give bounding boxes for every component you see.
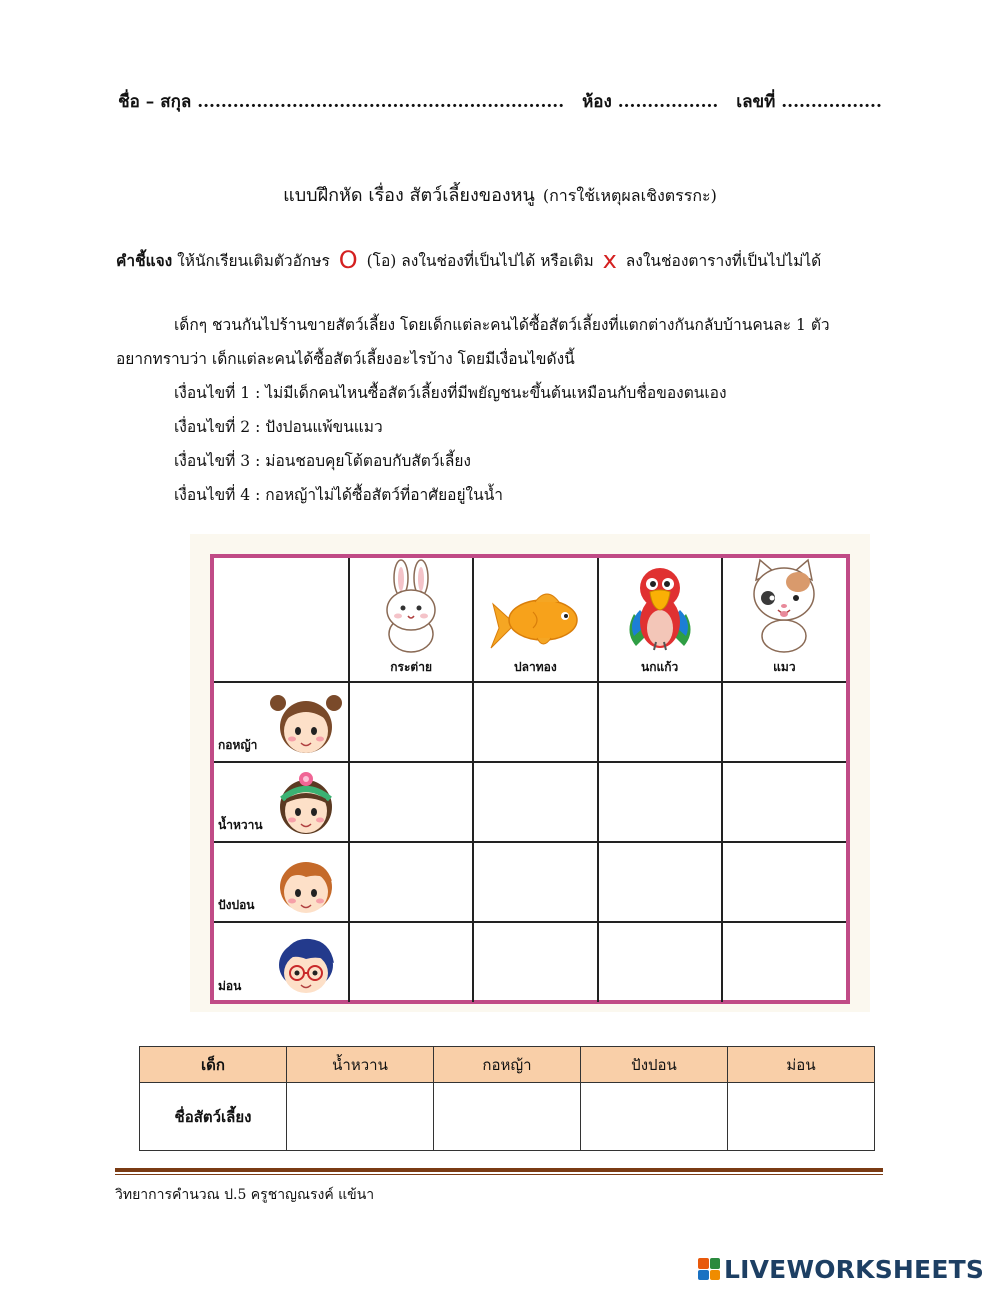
animal-header-cat xyxy=(722,558,846,682)
rabbit-icon xyxy=(376,558,446,654)
answer-header-namwan: น้ำหวาน xyxy=(287,1047,434,1083)
room-label: ห้อง ................. xyxy=(582,92,719,112)
girl-headband-icon xyxy=(270,769,342,837)
grid-cell-mon-parrot[interactable] xyxy=(598,922,722,1002)
answer-header-pangpon: ปังปอน xyxy=(581,1047,728,1083)
name-label: ชื่อ – สกุล .............................................................. xyxy=(118,92,565,112)
animal-label-goldfish: ปลาทอง xyxy=(514,660,557,674)
grid-cell-mon-goldfish[interactable] xyxy=(473,922,597,1002)
story-line-1: เด็กๆ ชวนกันไปร้านขายสัตว์เลี้ยง โดยเด็กแต่ละคนได้ซื้อสัตว์เลี้ยงที่แตกต่างกันกลับบ้านคนละ 1 ตัว xyxy=(174,316,830,334)
student-info-line xyxy=(0,88,1000,115)
grid-cell-pangpon-goldfish[interactable] xyxy=(473,842,597,922)
grid-cell-namwan-goldfish[interactable] xyxy=(473,762,597,842)
animal-header-rabbit xyxy=(349,558,473,682)
grid-cell-pangpon-rabbit[interactable] xyxy=(349,842,473,922)
story-text xyxy=(116,308,886,512)
grid-cell-koya-goldfish[interactable] xyxy=(473,682,597,762)
grid-cell-mon-cat[interactable] xyxy=(722,922,846,1002)
grid-cell-namwan-cat[interactable] xyxy=(722,762,846,842)
instructions-text-1: ให้นักเรียนเติมตัวอักษร xyxy=(177,252,330,270)
footer-divider-thin xyxy=(115,1174,883,1175)
number-label: เลขที่ ................. xyxy=(736,92,882,112)
instructions-label: คำชี้แจง xyxy=(116,251,173,270)
grid-cell-namwan-rabbit[interactable] xyxy=(349,762,473,842)
answer-cell-pangpon[interactable] xyxy=(581,1083,728,1151)
cat-icon xyxy=(744,558,824,654)
animal-label-rabbit: กระต่าย xyxy=(390,660,432,674)
answer-cell-koya[interactable] xyxy=(434,1083,581,1151)
kid-header-koya xyxy=(214,682,349,762)
liveworksheets-logo-icon xyxy=(698,1258,720,1280)
grid-cell-koya-parrot[interactable] xyxy=(598,682,722,762)
answer-header-koya: กอหญ้า xyxy=(434,1047,581,1083)
answer-cell-mon[interactable] xyxy=(728,1083,875,1151)
parrot-icon xyxy=(620,562,700,654)
answer-header-kid: เด็ก xyxy=(140,1047,287,1083)
condition-2: เงื่อนไขที่ 2 : ปังปอนแพ้ขนแมว xyxy=(174,418,383,436)
answer-row-label: ชื่อสัตว์เลี้ยง xyxy=(140,1083,287,1151)
kid-label-namwan: น้ำหวาน xyxy=(218,818,263,832)
mark-o: O xyxy=(338,246,358,274)
title-main: แบบฝึกหัด เรื่อง สัตว์เลี้ยงของหนู xyxy=(283,185,535,206)
grid-cell-pangpon-parrot[interactable] xyxy=(598,842,722,922)
answer-header-mon: ม่อน xyxy=(728,1047,875,1083)
title-sub: (การใช้เหตุผลเชิงตรรกะ) xyxy=(542,186,717,205)
condition-4: เงื่อนไขที่ 4 : กอหญ้าไม่ได้ซื้อสัตว์ที่อาศัยอยู่ในน้ำ xyxy=(174,486,504,504)
answer-table-header-row xyxy=(140,1047,875,1083)
kid-label-koya: กอหญ้า xyxy=(218,738,258,752)
footer-divider xyxy=(115,1168,883,1172)
grid-cell-koya-rabbit[interactable] xyxy=(349,682,473,762)
grid-cell-mon-rabbit[interactable] xyxy=(349,922,473,1002)
brand-name: LIVEWORKSHEETS xyxy=(724,1254,985,1284)
condition-3: เงื่อนไขที่ 3 : ม่อนชอบคุยโต้ตอบกับสัตว์เลี้ยง xyxy=(174,452,471,470)
kid-header-mon xyxy=(214,922,349,1002)
animal-label-parrot: นกแก้ว xyxy=(641,660,679,674)
logic-grid xyxy=(210,554,850,1004)
story-line-2: อยากทราบว่า เด็กแต่ละคนได้ซื้อสัตว์เลี้ยงอะไรบ้าง โดยมีเงื่อนไขดังนี้ xyxy=(116,350,575,368)
answer-cell-namwan[interactable] xyxy=(287,1083,434,1151)
goldfish-icon xyxy=(485,584,585,654)
grid-cell-koya-cat[interactable] xyxy=(722,682,846,762)
grid-cell-namwan-parrot[interactable] xyxy=(598,762,722,842)
boy-icon xyxy=(270,849,342,917)
kid-label-mon: ม่อน xyxy=(218,979,242,993)
answer-table-answer-row xyxy=(140,1083,875,1151)
grid-cell-pangpon-cat[interactable] xyxy=(722,842,846,922)
girl-pigtails-icon xyxy=(270,689,342,757)
liveworksheets-brand xyxy=(698,1254,984,1284)
animal-header-parrot xyxy=(598,558,722,682)
instructions-text-3: ลงในช่องตารางที่เป็นไปไม่ได้ xyxy=(625,252,822,270)
instructions-text-2: (โอ) ลงในช่องที่เป็นไปได้ หรือเติม xyxy=(366,252,594,270)
animal-label-cat: แมว xyxy=(773,660,796,674)
answer-table xyxy=(139,1046,875,1151)
animal-header-goldfish xyxy=(473,558,597,682)
kid-header-namwan xyxy=(214,762,349,842)
boy-glasses-icon xyxy=(270,929,342,997)
kid-header-pangpon xyxy=(214,842,349,922)
mark-x: x xyxy=(602,246,617,274)
grid-corner xyxy=(214,558,349,682)
instructions xyxy=(116,246,896,274)
worksheet-title xyxy=(0,180,1000,209)
footer-credit: วิทยาการคำนวณ ป.5 ครูชาญณรงค์ แข้นา xyxy=(115,1187,375,1203)
condition-1: เงื่อนไขที่ 1 : ไม่มีเด็กคนไหนซื้อสัตว์เลี้ยงที่มีพยัญชนะขึ้นต้นเหมือนกับชื่อของตนเอง xyxy=(174,384,727,402)
logic-grid-panel xyxy=(190,534,870,1012)
kid-label-pangpon: ปังปอน xyxy=(218,898,255,912)
